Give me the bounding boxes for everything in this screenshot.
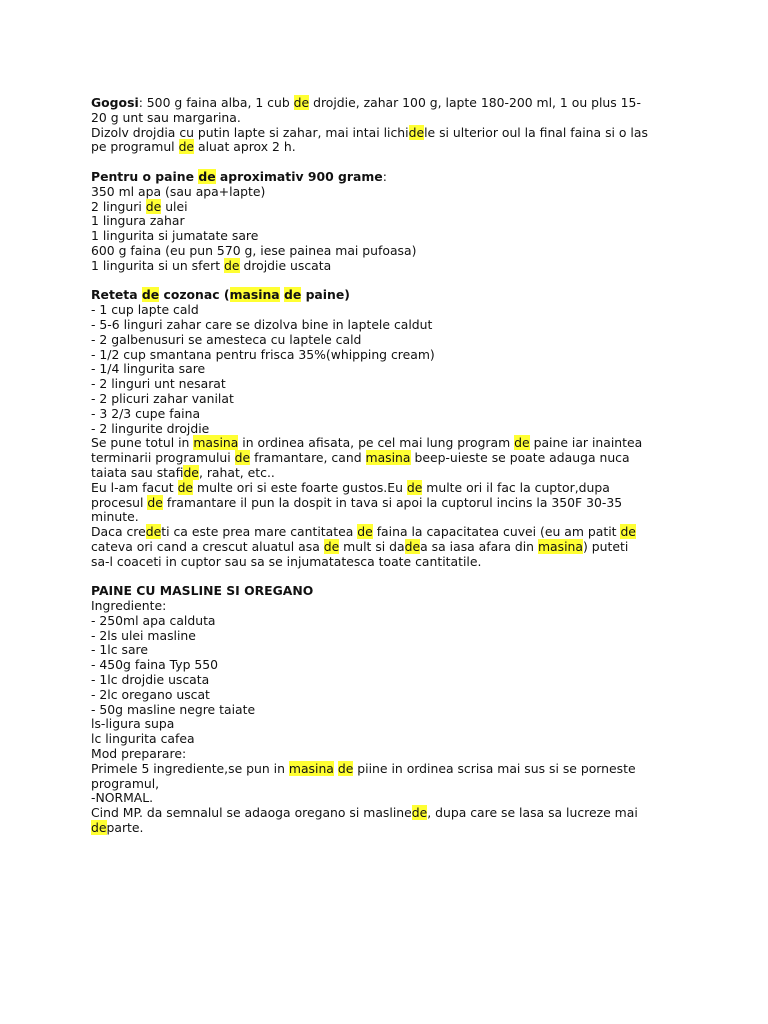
text-line	[91, 259, 691, 274]
text-run: - 1/2 cup smantana pentru frisca 35%(whipping cream)	[91, 346, 435, 362]
text-run: - 50g masline negre taiate	[91, 701, 256, 717]
text-run: Cind MP. da semnalul se adaoga oregano si masline	[91, 805, 412, 821]
text-run: Primele 5 ingrediente,se pun in	[91, 760, 289, 776]
highlighted-text: de	[406, 479, 423, 495]
text-run: ti ca este prea mare cantitatea	[161, 524, 358, 540]
text-line	[91, 348, 691, 363]
text-run: beep-uieste se poate adauga nuca	[410, 450, 630, 466]
highlighted-text: de	[145, 524, 162, 540]
text-line	[91, 303, 691, 318]
text-run: aluat aprox 2 h.	[194, 139, 296, 155]
text-run: framantare, cand	[250, 450, 366, 466]
highlighted-text: de	[177, 479, 194, 495]
highlighted-text: de	[408, 124, 425, 140]
text-run: framantare il pun la dospit in tava si apoi la cuptorul incins la 350F 30-35	[162, 494, 623, 510]
text-run: - 5-6 linguri zahar care se dizolva bine in laptele caldut	[91, 316, 433, 332]
text-line	[91, 762, 691, 777]
text-run: mult si da	[339, 538, 405, 554]
text-line	[91, 214, 691, 229]
text-run: multe ori il fac la cuptor,dupa	[422, 479, 610, 495]
text-run: Reteta	[91, 287, 142, 303]
highlighted-text: de	[145, 198, 162, 214]
text-run: in ordinea afisata, pe cel mai lung program	[238, 435, 515, 451]
text-run: - 2 plicuri zahar vanilat	[91, 390, 234, 406]
text-run: Dizolv drojdia cu putin lapte si zahar, mai intai lichi	[91, 124, 409, 140]
text-run: Se pune totul in	[91, 435, 194, 451]
text-line	[91, 688, 691, 703]
text-run: - 3 2/3 cupe faina	[91, 405, 201, 421]
text-line	[91, 185, 691, 200]
text-run: cozonac (	[159, 287, 230, 303]
text-run: terminarii programului	[91, 450, 235, 466]
text-run: - 1lc sare	[91, 642, 148, 658]
text-run: 20 g unt sau margarina.	[91, 109, 241, 125]
text-run: minute.	[91, 509, 139, 525]
text-line	[91, 555, 691, 570]
text-run: Eu l-am facut	[91, 479, 178, 495]
text-run: paine iar inaintea	[529, 435, 643, 451]
text-line	[91, 658, 691, 673]
text-run: PAINE CU MASLINE SI OREGANO	[91, 583, 314, 599]
text-line	[91, 525, 691, 540]
text-run: - 2 linguri unt nesarat	[91, 376, 226, 392]
text-line	[91, 703, 691, 718]
text-line	[91, 673, 691, 688]
text-run: : 500 g faina alba, 1 cub	[138, 95, 294, 110]
text-run: drojdie uscata	[239, 257, 332, 273]
text-line	[91, 732, 691, 747]
text-run: multe ori si este foarte gustos.Eu	[193, 479, 407, 495]
text-line	[91, 643, 691, 658]
text-run: 1 lingurita si jumatate sare	[91, 228, 259, 244]
text-run: , dupa care se lasa sa lucreze mai	[427, 805, 638, 821]
highlighted-text: de	[411, 805, 428, 821]
blank-line	[91, 570, 691, 585]
text-run: piine in ordinea scrisa mai sus si se porneste	[353, 760, 636, 776]
text-line	[91, 496, 691, 511]
text-line	[91, 333, 691, 348]
text-run: aproximativ 900 grame	[215, 168, 383, 184]
text-run: - 1/4 lingurita sare	[91, 361, 206, 377]
text-run: - 1lc drojdie uscata	[91, 672, 210, 688]
text-run: 1 lingura zahar	[91, 213, 185, 229]
highlighted-text: masina	[537, 538, 583, 554]
blank-line	[91, 155, 691, 170]
text-run: procesul	[91, 494, 148, 510]
text-line	[91, 821, 691, 836]
text-line	[91, 362, 691, 377]
text-run: a sa iasa afara din	[420, 538, 538, 554]
highlighted-text: de	[147, 494, 163, 510]
text-line	[91, 126, 691, 141]
text-line	[91, 422, 691, 437]
text-line	[91, 481, 691, 496]
highlighted-text: de	[283, 287, 302, 303]
text-run: faina la capacitatea cuvei (eu am patit	[372, 524, 621, 540]
highlighted-text: de	[337, 760, 354, 776]
highlighted-text: masina	[193, 435, 239, 451]
text-run: - 1 cup lapte cald	[91, 302, 199, 318]
text-run: :	[382, 168, 387, 184]
highlighted-text: de	[183, 464, 199, 480]
blank-line	[91, 274, 691, 289]
text-run: Gogosi	[91, 95, 139, 110]
text-run: 350 ml apa (sau apa+lapte)	[91, 183, 266, 199]
highlighted-text: de	[224, 257, 240, 273]
highlighted-text: de	[404, 538, 421, 554]
text-run: - 2 galbenusuri se amesteca cu laptele cald	[91, 331, 362, 347]
text-run: - 450g faina Typ 550	[91, 657, 219, 673]
text-line	[91, 288, 691, 303]
text-run: taiata sau stafi	[91, 464, 184, 480]
text-run: - 2ls ulei masline	[91, 627, 196, 643]
text-run: programul,	[91, 775, 160, 791]
text-line	[91, 200, 691, 215]
text-line	[91, 244, 691, 259]
text-run: ) puteti	[582, 538, 629, 554]
text-run: Mod preparare:	[91, 746, 187, 762]
text-run: - 250ml apa calduta	[91, 612, 216, 628]
text-run: -NORMAL.	[91, 790, 154, 806]
text-line	[91, 614, 691, 629]
highlighted-text: de	[234, 450, 251, 466]
highlighted-text: de	[178, 139, 195, 155]
text-run: paine)	[301, 287, 350, 303]
text-run: pe programul	[91, 139, 179, 155]
text-line	[91, 791, 691, 806]
text-run: 2 linguri	[91, 198, 146, 214]
text-run: cateva ori cand a crescut aluatul asa	[91, 538, 324, 554]
text-line	[91, 717, 691, 732]
text-run: , rahat, etc..	[198, 464, 275, 480]
text-line	[91, 806, 691, 821]
document-body	[91, 96, 691, 836]
text-run: - 2 lingurite drojdie	[91, 420, 210, 436]
text-run: ls-ligura supa	[91, 716, 175, 732]
highlighted-text: masina	[229, 287, 280, 303]
highlighted-text: de	[91, 820, 107, 836]
highlighted-text: de	[293, 95, 310, 110]
text-run: Ingrediente:	[91, 598, 167, 614]
text-run: sa-l coaceti in cuptor sau sa se injumatatesca toate cantitatile.	[91, 553, 482, 569]
highlighted-text: de	[514, 435, 530, 451]
highlighted-text: de	[357, 524, 373, 540]
text-line	[91, 777, 691, 792]
text-line	[91, 392, 691, 407]
text-line	[91, 170, 691, 185]
text-run: Pentru o paine	[91, 168, 199, 184]
highlighted-text: de	[323, 538, 340, 554]
text-run: - 2lc oregano uscat	[91, 686, 210, 702]
text-line	[91, 318, 691, 333]
text-run: drojdie, zahar 100 g, lapte 180-200 ml, 1 ou plus 15-	[309, 95, 641, 110]
highlighted-text: masina	[365, 450, 411, 466]
text-line	[91, 629, 691, 644]
text-line	[91, 111, 691, 126]
text-line	[91, 540, 691, 555]
text-line	[91, 584, 691, 599]
text-line	[91, 229, 691, 244]
text-line	[91, 377, 691, 392]
text-line	[91, 466, 691, 481]
text-run: 600 g faina (eu pun 570 g, iese painea mai pufoasa)	[91, 242, 417, 258]
text-line	[91, 451, 691, 466]
highlighted-text: de	[198, 168, 216, 184]
text-run: 1 lingurita si un sfert	[91, 257, 225, 273]
text-line	[91, 407, 691, 422]
text-run: ulei	[161, 198, 188, 214]
text-line	[91, 140, 691, 155]
text-line	[91, 96, 691, 111]
text-run: lc lingurita cafea	[91, 731, 195, 747]
text-run: le si ulterior oul la final faina si o las	[424, 124, 648, 140]
text-line	[91, 436, 691, 451]
text-line	[91, 747, 691, 762]
highlighted-text: de	[620, 524, 636, 540]
text-run: Daca cre	[91, 524, 146, 540]
highlighted-text: de	[141, 287, 160, 303]
highlighted-text: masina	[288, 760, 334, 776]
text-line	[91, 599, 691, 614]
text-run: parte.	[106, 820, 144, 836]
text-line	[91, 510, 691, 525]
